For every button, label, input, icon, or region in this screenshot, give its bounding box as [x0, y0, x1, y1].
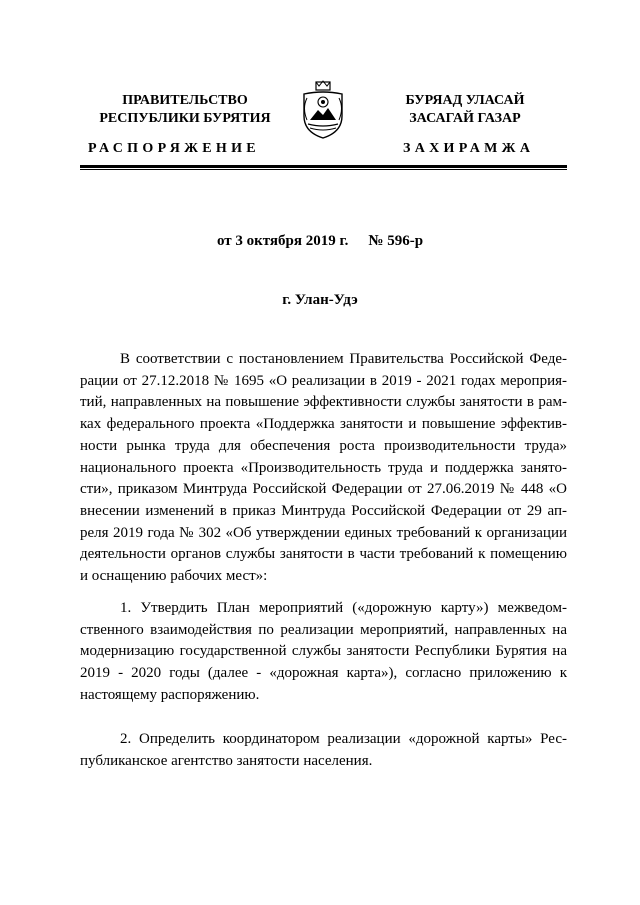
coat-of-arms-icon [298, 80, 348, 140]
header-right-title [385, 92, 545, 128]
document-number: № 596-р [368, 233, 424, 249]
header-divider-thick [80, 165, 567, 168]
header-left-line-2: РЕСПУБЛИКИ БУРЯТИЯ [99, 111, 271, 126]
document-kind-bua: ЗАХИРАМЖА [403, 141, 535, 156]
body-paragraph-preamble: В соответствии с постановлением Правительства Российской Федерации от 27.12.2018 № 1695 «О реализации в 2019 - 2021 годах мероприятий, направленных на повышение эффективности службы занятости в рамках федерального проекта «Поддержка занятости и повышение эффективности рынка труда для обеспечения роста производительности труда» национального проекта «Производительность труда и поддержка занятости», приказом Минтруда Российской Федерации от 27.06.2019 № 448 «О внесении изменений в приказ Минтруда Российской Федерации от 29 апреля 2019 года № 302 «Об утверждении единых требований к организации деятельности органов службы занятости в части требований к помещению и оснащению рабочих мест»: [80, 351, 567, 585]
header-left-title [85, 92, 285, 128]
header-left-line-1: ПРАВИТЕЛЬСТВО [122, 93, 248, 108]
body-paragraph-item-1: 1. Утвердить План мероприятий («дорожную карту») межведомственного взаимодействия по реализации мероприятий, направленных на модернизацию государственной службы занятости Республики Бурятия на 2019 - 2020 годы (далее - «дорожная карта»), согласно приложению к настоящему распоряжению. [80, 600, 567, 703]
header-right-line-1: БУРЯАД УЛАСАЙ [405, 93, 525, 108]
header-divider-thin [80, 169, 567, 170]
document-city: г. Улан-Удэ [282, 292, 358, 308]
body-paragraph-item-2: 2. Определить координатором реализации «дорожной карты» Республиканское агентство занятости населения. [80, 731, 567, 769]
header-right-line-2: ЗАСАГАЙ ГАЗАР [409, 111, 521, 126]
date-number-line [0, 233, 640, 250]
document-kind-ru: РАСПОРЯЖЕНИЕ [88, 141, 260, 156]
document-date: от 3 октября 2019 г. [216, 233, 349, 249]
